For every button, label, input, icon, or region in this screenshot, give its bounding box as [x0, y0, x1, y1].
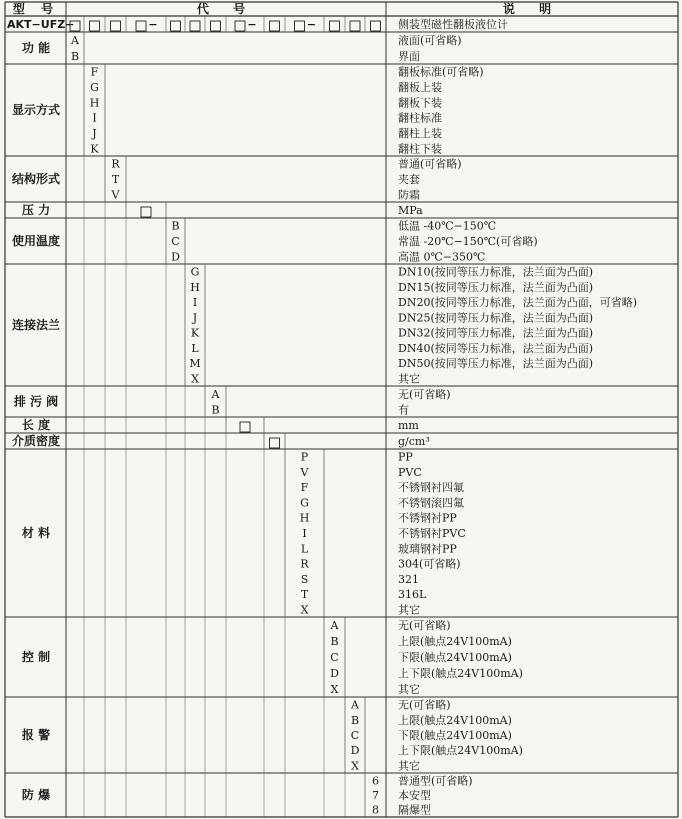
option-description: DN10(按同等压力标准，法兰面为凸面) — [398, 265, 594, 279]
option-code: T — [300, 588, 309, 602]
option-description: PVC — [398, 465, 422, 479]
option-code: D — [350, 744, 360, 758]
option-code: C — [330, 651, 339, 664]
option-code: F — [90, 65, 99, 79]
model-description: 侧装型磁性翻板液位计 — [398, 18, 508, 31]
option-code-box — [141, 207, 151, 217]
option-code: H — [89, 96, 100, 110]
option-description: 上下限(触点24V100mA) — [398, 667, 523, 680]
option-description: 普通型(可省略) — [398, 774, 473, 788]
section-name: 控 制 — [21, 650, 51, 664]
option-code: 6 — [372, 774, 379, 788]
option-code: K — [190, 326, 200, 340]
option-code: B — [350, 713, 360, 727]
option-code: B — [70, 50, 80, 63]
model-code-box — [270, 21, 280, 31]
option-description: 不锈钢滚四氟 — [398, 496, 464, 510]
section-name: 功 能 — [21, 41, 51, 55]
option-description: 上下限(触点24V100mA) — [398, 744, 523, 758]
section-name: 材 料 — [21, 526, 51, 540]
section-name: 显示方式 — [11, 103, 61, 117]
section-name: 排 污 阀 — [13, 394, 59, 409]
option-description: 上限(触点24V100mA) — [398, 635, 512, 648]
option-description: DN40(按同等压力标准，法兰面为凸面) — [398, 341, 594, 355]
option-code: L — [300, 542, 309, 556]
model-code-box — [350, 21, 360, 31]
option-code: M — [189, 357, 201, 371]
model-code-box — [330, 21, 340, 31]
option-code: X — [330, 683, 339, 696]
header-desc-label: 说 明 — [502, 2, 562, 16]
section-name: 防 爆 — [21, 788, 51, 802]
option-code: I — [92, 111, 97, 125]
option-description: 翻板标准(可省略) — [398, 65, 484, 79]
option-description: 其它 — [398, 759, 420, 773]
option-code: B — [330, 635, 339, 648]
option-code-box — [270, 438, 280, 448]
section-name: 介质密度 — [11, 434, 61, 448]
option-description: 321 — [398, 572, 419, 586]
option-code: X — [351, 759, 359, 773]
model-code-box — [136, 21, 146, 31]
option-description: 翻板下装 — [398, 96, 442, 110]
model-code-box — [295, 21, 305, 31]
option-code: 7 — [372, 789, 379, 802]
option-code: G — [90, 81, 99, 94]
section-name: 结构形式 — [11, 172, 61, 186]
option-description: 316L — [398, 588, 427, 602]
option-code: A — [351, 698, 359, 712]
option-code: I — [192, 296, 198, 310]
option-description: 液面(可省略) — [398, 34, 462, 47]
option-description: 界面 — [398, 50, 420, 63]
option-code: S — [300, 572, 309, 586]
option-code: R — [111, 157, 120, 171]
option-code: R — [300, 557, 309, 571]
option-description: PP — [398, 450, 413, 464]
option-code: H — [299, 511, 310, 525]
option-code: A — [71, 34, 79, 47]
option-description: 下限(触点24V100mA) — [398, 729, 512, 742]
option-description: 其它 — [398, 372, 420, 386]
option-description: 不锈钢衬PVC — [398, 527, 466, 540]
option-description: 无(可省略) — [398, 387, 451, 401]
model-prefix: AKT−UFZ− — [7, 18, 75, 31]
option-code: G — [300, 496, 309, 510]
model-code-box — [235, 21, 245, 31]
option-description: 普通(可省略) — [398, 157, 462, 171]
header-code-label: 代 号 — [196, 2, 256, 16]
option-description: DN50(按同等压力标准，法兰面为凸面) — [398, 357, 594, 371]
section-name: 报 警 — [21, 728, 51, 742]
option-code-box — [240, 422, 250, 432]
option-description: 翻板上装 — [398, 81, 442, 94]
model-code-box — [90, 21, 100, 31]
option-code: G — [190, 265, 200, 279]
section-name: 长 度 — [21, 418, 51, 432]
option-code: B — [211, 403, 220, 417]
option-description: 其它 — [398, 603, 420, 617]
model-code-box — [171, 21, 181, 31]
option-code: J — [192, 311, 198, 325]
option-description: 隔爆型 — [398, 803, 431, 817]
option-description: MPa — [398, 204, 423, 217]
option-description: 夹套 — [398, 173, 420, 186]
option-code: V — [300, 465, 309, 479]
section-name: 连接法兰 — [11, 318, 61, 332]
option-code: X — [191, 372, 199, 386]
option-description: 下限(触点24V100mA) — [398, 651, 512, 664]
option-description: DN25(按同等压力标准，法兰面为凸面) — [398, 311, 594, 325]
option-description: 本安型 — [398, 789, 431, 802]
option-code: K — [90, 142, 99, 156]
option-description: 翻柱标准 — [398, 111, 442, 125]
option-description: 304(可省略) — [398, 557, 461, 571]
option-code: X — [300, 603, 309, 617]
option-description: 无(可省略) — [398, 619, 451, 632]
option-description: DN20(按同等压力标准，法兰面为凸面，可省略) — [398, 296, 638, 310]
option-code: A — [330, 619, 339, 632]
option-description: mm — [398, 419, 419, 432]
option-description: 低温 -40℃−150℃ — [398, 219, 497, 233]
option-code: J — [92, 127, 97, 140]
option-code: H — [190, 280, 200, 294]
model-code-dash: − — [306, 18, 317, 31]
option-description: 其它 — [398, 683, 420, 696]
model-code-box — [111, 21, 121, 31]
option-code: I — [302, 527, 307, 540]
option-description: g/cm³ — [398, 435, 430, 448]
option-description: 翻柱上装 — [398, 127, 442, 140]
option-code: V — [111, 188, 120, 202]
option-code: 8 — [372, 803, 379, 817]
option-description: 不锈钢衬四氟 — [398, 481, 464, 495]
option-description: 不锈钢衬PP — [398, 511, 457, 525]
option-code: C — [350, 729, 360, 742]
option-description: 上限(触点24V100mA) — [398, 713, 512, 727]
option-code: A — [211, 387, 220, 401]
option-description: 高温 0℃−350℃ — [398, 250, 486, 264]
header-model-label: 型 号 — [12, 2, 60, 16]
option-code: C — [171, 235, 180, 248]
section-name: 压 力 — [21, 203, 51, 217]
option-code: D — [330, 667, 339, 680]
option-code: B — [171, 219, 180, 233]
option-code: P — [300, 450, 309, 464]
model-code-box — [190, 21, 200, 31]
model-code-box — [211, 21, 221, 31]
option-code: L — [191, 341, 199, 355]
option-description: DN15(按同等压力标准，法兰面为凸面) — [398, 280, 594, 294]
option-description: 防霜 — [398, 188, 420, 202]
model-code-box — [371, 21, 381, 31]
option-description: 有 — [398, 403, 409, 417]
model-code-dash: − — [247, 18, 257, 31]
option-description: DN32(按同等压力标准，法兰面为凸面) — [398, 326, 594, 340]
option-code: T — [111, 173, 120, 186]
option-code: D — [171, 250, 180, 264]
option-description: 玻璃钢衬PP — [398, 542, 457, 556]
option-description: 翻柱下装 — [398, 142, 442, 156]
option-code: F — [300, 481, 309, 495]
section-name: 使用温度 — [11, 234, 61, 248]
option-description: 常温 -20℃−150℃(可省略) — [398, 235, 538, 248]
model-code-dash: − — [148, 18, 158, 31]
option-description: 无(可省略) — [398, 698, 451, 712]
